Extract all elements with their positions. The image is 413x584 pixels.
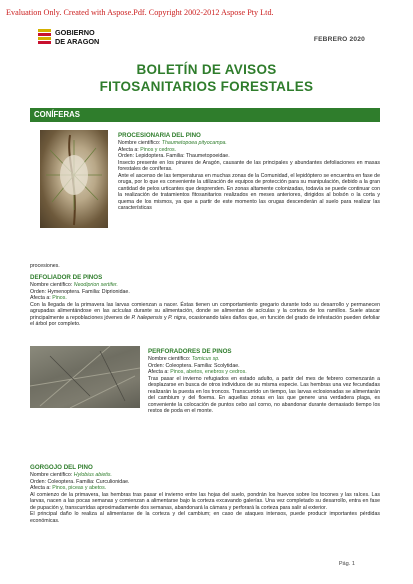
affects-label: Afecta a: [148, 369, 171, 376]
sci-name: Hylobius abietis. [73, 472, 113, 478]
gorgojo-text2: El principal daño lo realiza al alimentarse de la corteza y del cambium; en caso de ataques intensos, puede producir importantes pérdidas económicas. [30, 511, 380, 524]
procesionaria-heading: PROCESIONARIA DEL PINO [118, 132, 201, 139]
page-title-line2: FITOSANITARIOS FORESTALES [99, 79, 314, 94]
procesionaria-photo [40, 130, 108, 228]
defoliador-block [30, 274, 380, 328]
defoliador-text [30, 302, 380, 328]
procesionaria-text1: Insecto presente en los pinares de Aragón, causante de las principales y abundantes defoliaciones en masas forestales de coníferas. [118, 159, 380, 173]
perforadores-photo [30, 346, 140, 408]
affects-value: Pinos. [52, 295, 67, 302]
logo-line2: DE ARAGON [55, 36, 100, 46]
sci-name: Thaumetopoea pityocampa. [161, 140, 227, 146]
perforadores-order: Orden: Coleoptera. Familia: Scolytidae. [148, 362, 240, 369]
sci-label: Nombre científico: [30, 472, 74, 478]
affects-value: Pinos, abetos, enebros y cedros. [170, 369, 247, 376]
logo-text [55, 29, 99, 46]
procesionaria-block [118, 132, 380, 212]
perforadores-text: Tras pasar el invierno refugiados en estado adulto, a partir del mes de febrero comenzarán a desplazarse en busca de otros individuos de su misma especie. Las hembras una vez fecundadas realizarán la puesta en los troncos. Transcurrido un tiempo, las larvas eclosionadas se alimentarán del cambium y del floema. En aquellas zonas en las que genere una verdadera plaga, es conveniente la colocación de puntos cebo así corno, no abandonar durante demasiado tiempo los restos de poda en el monte. [148, 375, 380, 415]
sci-name: Neodiprion sertifer. [73, 282, 118, 288]
species-name: P. halepensis [131, 314, 163, 321]
procesionaria-text2: Ante el ascenso de las temperaturas en muchas zonas de la Comunidad, el lepidóptero se encuentra en fase de oruga, por lo que es conveniente la utilización de equipos de protección para su manipulación, debido a la gran cantidad de pelos urticantes que desprenden. En zonas altamente colonizadas, todavía se puede continuar con la realización de tratamientos fitosanitarios realizados en meses anteriores, dirigidos al bolsón o la corta y quema de los mismos, ya que a partir de este momento las orugas descenderán al suelo para realizar las características [118, 172, 380, 212]
affects-value: Pinos, piceas y abetos. [52, 485, 107, 492]
procesionaria-order: Orden: Lepidoptera. Familia: Thaumetopoeidae. [118, 153, 230, 160]
species-name: P. nigra [168, 314, 186, 321]
gorgojo-heading: GORGOJO DEL PINO [30, 464, 93, 471]
text-part: , ocasionando tales daños que, en función del grado de infestación pueden defoliar el árbol por completo. [30, 314, 380, 328]
sci-label: Nombre científico: [118, 140, 162, 146]
section-header: CONÍFERAS [30, 108, 380, 122]
defoliador-heading: DEFOLIADOR DE PINOS [30, 274, 103, 281]
gorgojo-text1: Al comienzo de la primavera, las hembras tras pasar el invierno entre las hojas del suelo, pondrán los huevos sobre los tocones y las raíces. Las larvas, nacen a las pocas semanas y comienzan a alimentarse bajo la corteza excavando galerías. Una vez completado su desarrollo, entra en fase de pupación y, transcurridas aproximadamente dos semanas, abandonará la cámara y perforará la corteza para salir al exterior. [30, 491, 380, 511]
gorgojo-order: Orden: Coleoptera. Familia: Curculionidae. [30, 478, 130, 485]
page-title-line1: BOLETÍN DE AVISOS [136, 62, 277, 77]
affects-label: Afecta a: [30, 295, 53, 302]
text-part: y [162, 314, 169, 321]
text-part: Con la llegada de la primavera las larvas comienzan a nacer. Éstas tienen un comportamiento gregario durante todo su desarrollo y permanecen agrupadas alimentándose en las acículas durante su alimentación, donde se alimentan de acículas y la corteza de los ramillos. Suele atacar principalmente a repoblaciones jóvenes de [30, 301, 380, 321]
logo-line1: GOBIERNO [55, 28, 95, 37]
affects-value: Pinos y cedros. [140, 146, 177, 153]
perforadores-heading: PERFORADORES DE PINOS [148, 348, 232, 355]
perforadores-block [148, 348, 380, 415]
sci-label: Nombre científico: [30, 282, 74, 288]
gorgojo-block [30, 464, 380, 524]
page-number: Pág. 1 [338, 561, 355, 567]
sci-label: Nombre científico: [148, 356, 192, 362]
defoliador-order: Orden: Hymenoptera. Familia: Diprionidae. [30, 288, 130, 295]
aragon-flag-icon [38, 29, 51, 46]
evaluation-watermark: Evaluation Only. Created with Aspose.Pdf. Copyright 2002-2012 Aspose Pty Ltd. [6, 8, 274, 17]
affects-label: Afecta a: [30, 485, 53, 492]
affects-label: Afecta a: [118, 146, 141, 153]
gobierno-aragon-logo [38, 28, 110, 48]
sci-name: Tomicus sp. [191, 356, 220, 362]
procesionaria-text3: procesiones. [30, 263, 60, 269]
bulletin-date: FEBRERO 2020 [313, 36, 365, 43]
